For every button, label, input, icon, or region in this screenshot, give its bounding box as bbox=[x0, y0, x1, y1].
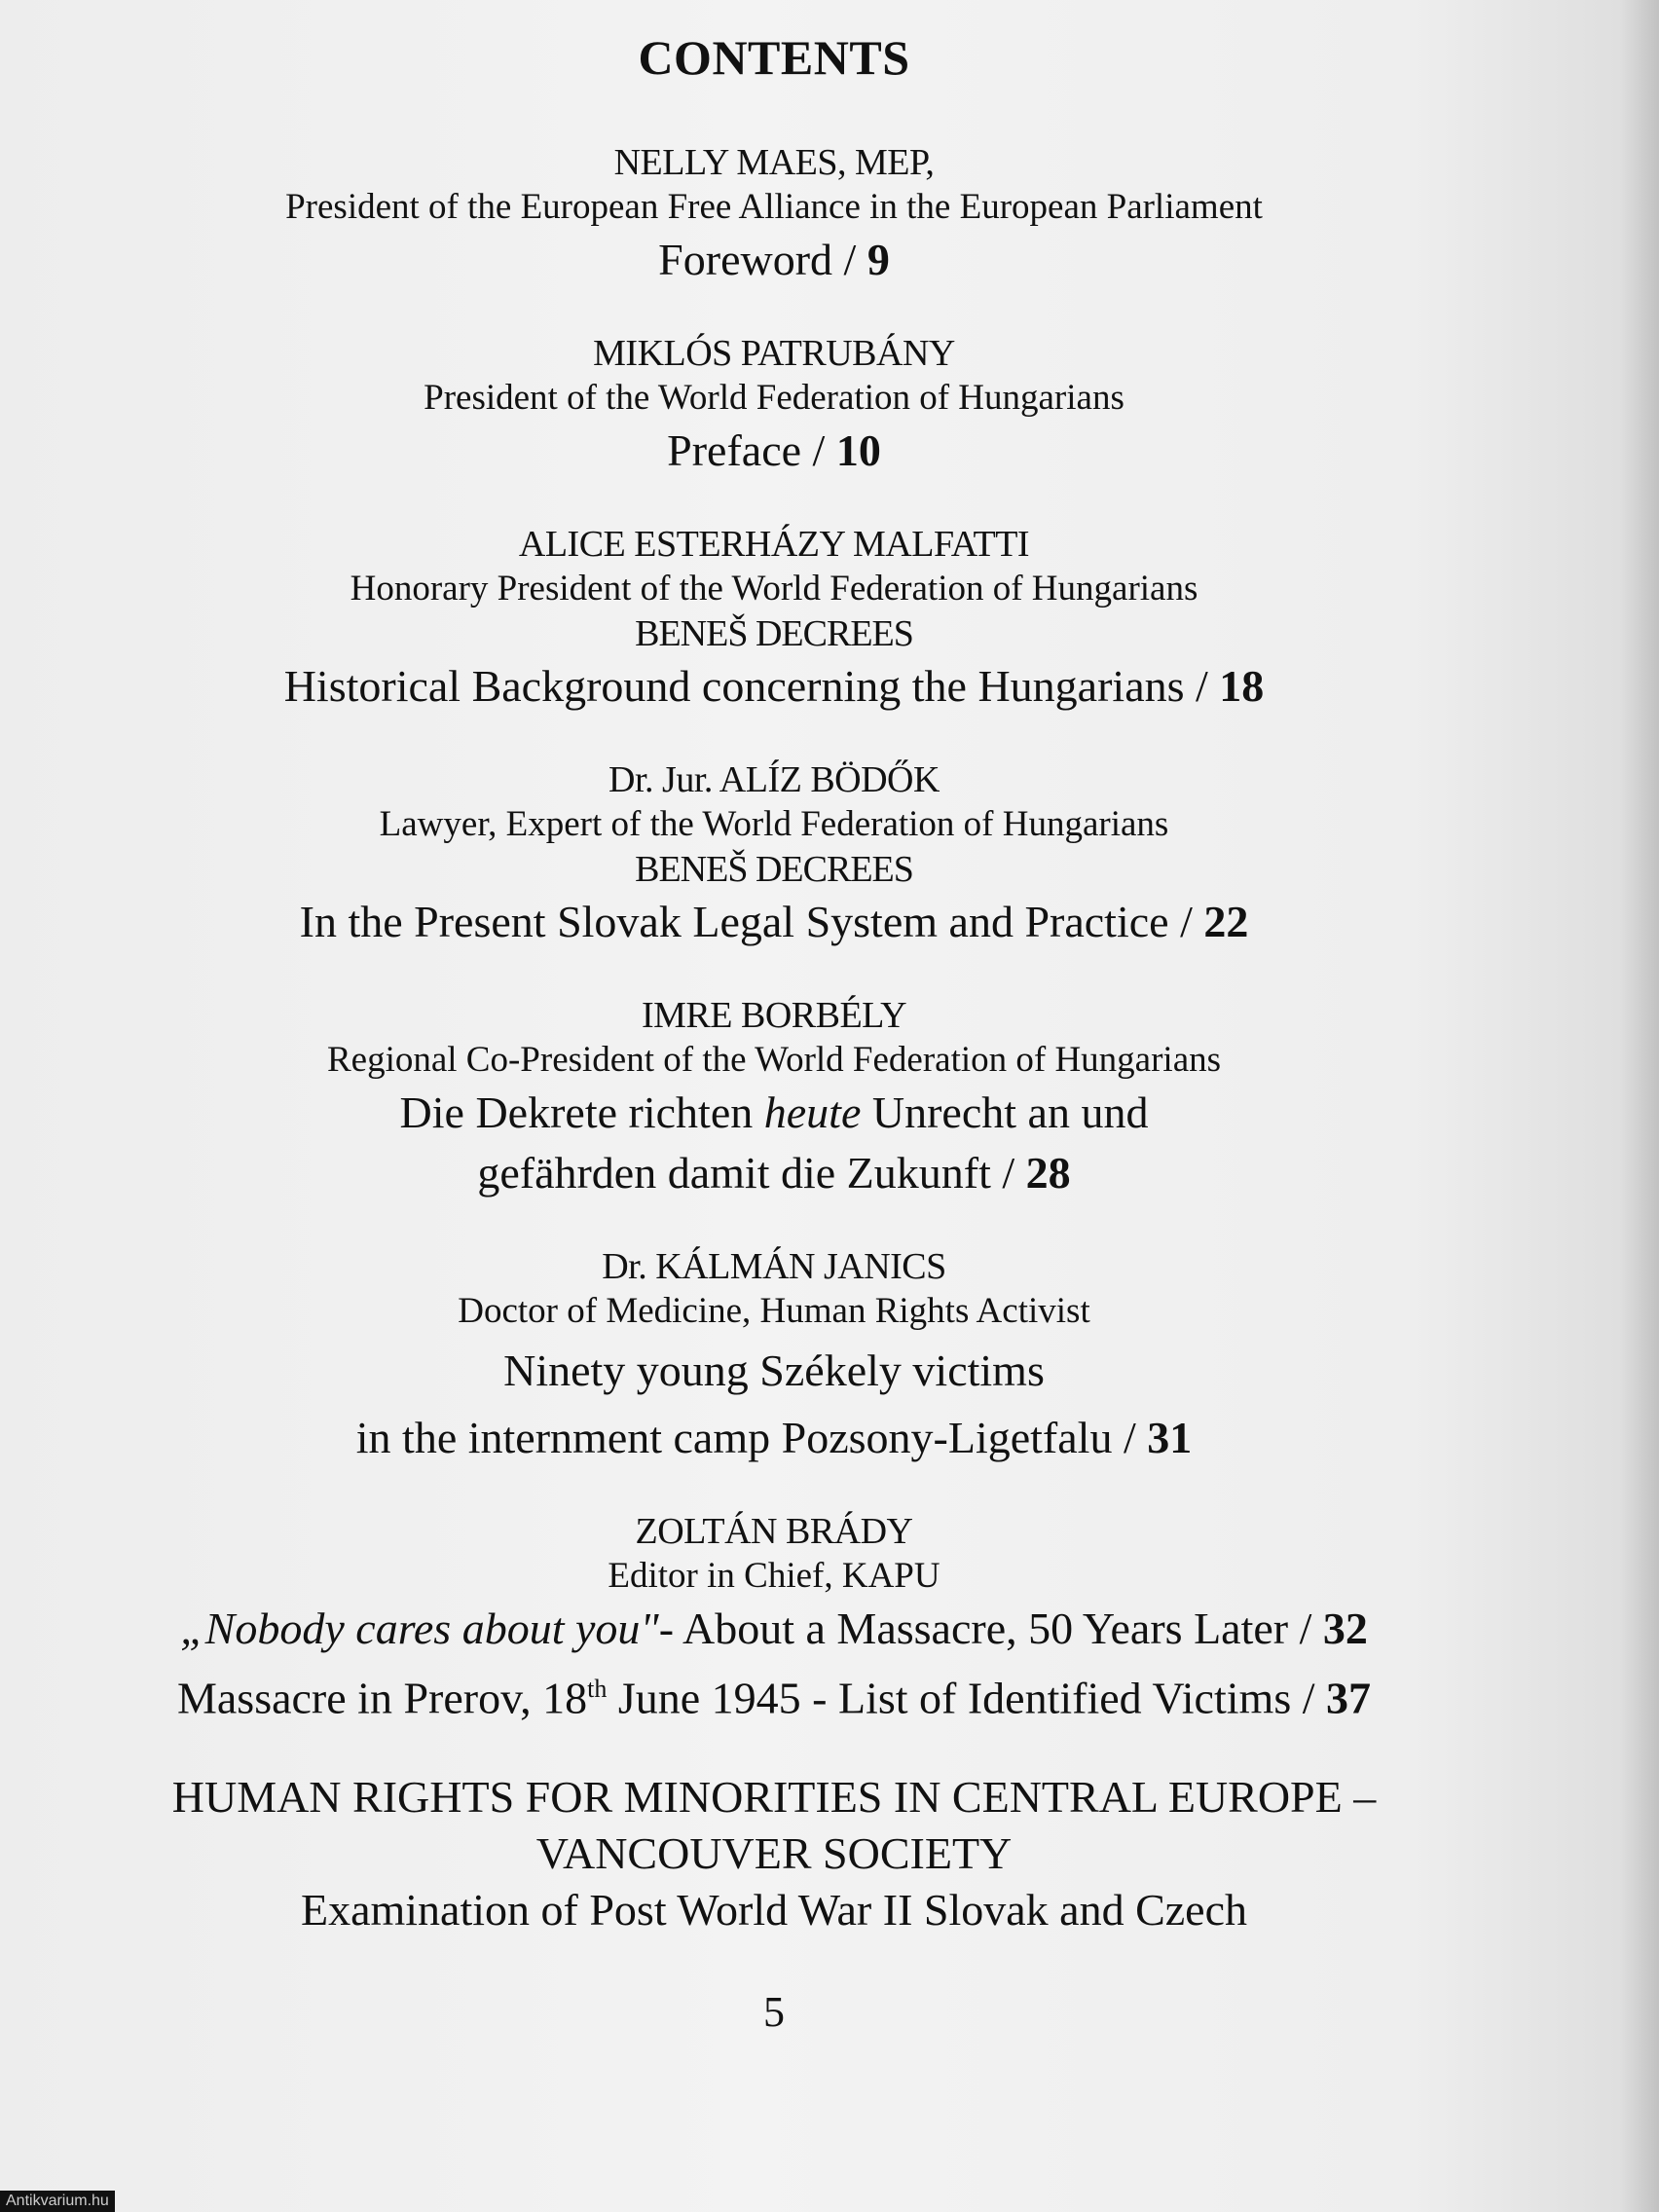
entry-author: Dr. KÁLMÁN JANICS bbox=[602, 1246, 946, 1287]
entry-role: Honorary President of the World Federation of Hungarians bbox=[350, 569, 1198, 608]
entry-page: 18 bbox=[1219, 661, 1265, 711]
entry-role: Regional Co-President of the World Federation of Hungarians bbox=[326, 1040, 1222, 1080]
page-number: 5 bbox=[763, 1988, 785, 2037]
entry-series: BENEŠ DECREES bbox=[635, 849, 913, 890]
entry-page: 37 bbox=[1326, 1673, 1372, 1723]
section-heading-line2: VANCOUVER SOCIETY bbox=[535, 1828, 1013, 1879]
entry-role: Lawyer, Expert of the World Federation of Hungarians bbox=[379, 804, 1169, 844]
contents-list bbox=[0, 29, 1548, 2037]
toc-entry-die-dekrete bbox=[0, 993, 1548, 1203]
entry-title: „Nobody cares about you"- About a Massacre, 50 Years Later / 32 bbox=[180, 1604, 1368, 1653]
entry-title: Foreword / 9 bbox=[658, 235, 890, 284]
section-heading-line1: HUMAN RIGHTS FOR MINORITIES IN CENTRAL EUROPE – bbox=[171, 1772, 1377, 1823]
toc-entry-slovak-legal-system bbox=[0, 757, 1548, 952]
entry-author: Dr. Jur. ALÍZ BÖDŐK bbox=[608, 759, 940, 800]
entry-author: IMRE BORBÉLY bbox=[641, 995, 907, 1036]
toc-entry-preface bbox=[0, 331, 1548, 481]
entry-page: 10 bbox=[835, 425, 881, 475]
entry-title: Historical Background concerning the Hungarians / 18 bbox=[283, 661, 1265, 711]
entry-page: 32 bbox=[1322, 1604, 1368, 1653]
entry-page: 31 bbox=[1147, 1413, 1193, 1462]
toc-entry-historical-background bbox=[0, 522, 1548, 717]
entry-role: President of the World Federation of Hungarians bbox=[424, 378, 1124, 418]
toc-entry-human-rights bbox=[0, 1769, 1548, 1938]
entry-series: BENEŠ DECREES bbox=[635, 613, 913, 654]
entry-title: Preface / 10 bbox=[667, 425, 881, 475]
entry-role: Editor in Chief, KAPU bbox=[608, 1556, 940, 1596]
entry-title: In the Present Slovak Legal System and Practice / 22 bbox=[299, 897, 1249, 946]
entry-page: 22 bbox=[1203, 897, 1249, 946]
entry-title: Die Dekrete richten heute Unrecht an und bbox=[399, 1088, 1149, 1137]
entry-title-line2: gefährden damit die Zukunft / 28 bbox=[477, 1148, 1071, 1198]
entry-page: 9 bbox=[866, 235, 890, 284]
entry-page: 28 bbox=[1025, 1148, 1071, 1198]
watermark-label: Antikvarium.hu bbox=[0, 2191, 115, 2212]
section-subtitle: Examination of Post World War II Slovak and Czech bbox=[300, 1885, 1248, 1936]
contents-heading: CONTENTS bbox=[638, 30, 910, 85]
entry-author: NELLY MAES, MEP, bbox=[613, 142, 935, 183]
toc-entry-szekely-victims bbox=[0, 1244, 1548, 1468]
entry-author: ALICE ESTERHÁZY MALFATTI bbox=[518, 524, 1030, 565]
entry-author: ZOLTÁN BRÁDY bbox=[635, 1511, 913, 1552]
toc-entry-foreword bbox=[0, 140, 1548, 290]
toc-entry-massacre bbox=[0, 1509, 1548, 1728]
entry-role: President of the European Free Alliance in the European Parliament bbox=[285, 187, 1263, 227]
entry-role: Doctor of Medicine, Human Rights Activist bbox=[458, 1291, 1090, 1331]
entry-author: MIKLÓS PATRUBÁNY bbox=[593, 333, 955, 374]
entry-title-2: Massacre in Prerov, 18th June 1945 - List of Identified Victims / 37 bbox=[176, 1673, 1372, 1723]
page-edge-shadow bbox=[1620, 0, 1659, 2212]
entry-title-line2: in the internment camp Pozsony-Ligetfalu / 31 bbox=[355, 1413, 1193, 1462]
entry-title: Ninety young Székely victims bbox=[503, 1346, 1045, 1395]
